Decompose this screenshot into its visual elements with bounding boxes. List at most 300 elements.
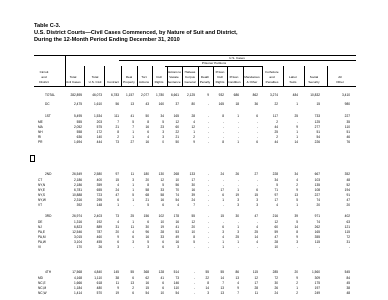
table-cell: 352	[344, 172, 350, 176]
table-cell: 16	[145, 140, 149, 144]
column-header-habeas-corpus: General	[184, 80, 196, 84]
column-header-death-penalty: Death	[200, 74, 210, 79]
table-cell: -	[256, 120, 258, 124]
table-cell: 10	[175, 178, 179, 182]
table-cell: 6	[256, 140, 258, 144]
table-cell: 10	[274, 245, 278, 249]
table-cell: 15	[254, 193, 258, 197]
table-cell: 1	[222, 240, 224, 244]
table-cell: 285	[272, 270, 278, 274]
table-cell: 2,316	[74, 198, 82, 202]
table-cell: 5	[162, 183, 164, 187]
table-cell: 1,157	[126, 93, 134, 97]
table-cell: 20	[316, 203, 320, 207]
table-subtitle: During the 12-Month Period Ending December 31, 2010	[34, 37, 180, 43]
table-cell: 50	[175, 140, 179, 144]
table-cell: 216	[272, 214, 278, 218]
table-cell: 8	[117, 130, 119, 134]
table-cell: 13	[130, 102, 134, 106]
table-cell: 4	[132, 230, 134, 234]
table-cell: 27	[254, 172, 258, 176]
table-cell: -	[207, 193, 209, 197]
table-cell: 71	[274, 188, 278, 192]
table-cell: 3	[177, 245, 179, 249]
table-cell: 1	[222, 245, 224, 249]
table-cell: 3	[207, 291, 209, 295]
column-header-forfeiture-penalties: Forfeiture	[265, 69, 279, 74]
column-header-motions-vacate: Sentence	[167, 80, 181, 84]
table-cell: 545	[344, 270, 350, 274]
table-cell: 1	[296, 130, 298, 134]
table-cell: -	[237, 245, 239, 249]
table-cell: 26	[235, 172, 239, 176]
table-cell: 12	[160, 178, 164, 182]
table-cell: 30	[235, 214, 239, 218]
column-header-total-civil: Civil Cases	[65, 80, 81, 84]
row-label: PA,E	[38, 230, 46, 234]
table-cell: 45	[346, 281, 350, 285]
table-cell: 50	[145, 114, 149, 118]
table-cell: 55	[191, 214, 195, 218]
table-cell: -	[256, 130, 258, 134]
table-cell: 25	[274, 130, 278, 134]
table-cell: 125	[314, 120, 320, 124]
column-header-prison-condition: Condition	[227, 80, 241, 84]
table-cell: 17,568	[72, 270, 82, 274]
column-header-labor-suits: Labor	[289, 74, 297, 79]
table-cell: 97	[274, 193, 278, 197]
table-cell: 13	[294, 193, 298, 197]
table-cell: -	[348, 245, 350, 249]
table-cell: 8	[222, 114, 224, 118]
row-label: NY,W	[38, 198, 46, 202]
table-cell: 249	[314, 291, 320, 295]
table-cell: 10,832	[310, 93, 320, 97]
table-cell: 165	[218, 102, 224, 106]
column-header-tort-actions: Tort	[141, 74, 147, 79]
table-cell: 4	[256, 240, 258, 244]
table-cell: 178	[173, 214, 179, 218]
table-cell: 165	[173, 114, 179, 118]
table-cell: 68	[145, 193, 149, 197]
row-label: 4TH	[45, 270, 52, 274]
row-label: NY,E	[38, 188, 46, 192]
table-cell: 20	[115, 230, 119, 234]
table-cell: 140	[96, 135, 102, 139]
table-cell: 36	[254, 102, 258, 106]
row-label: NC,M	[38, 286, 47, 290]
table-cell: 48	[346, 291, 350, 295]
table-cell: 111	[114, 114, 119, 118]
table-cell: 444	[96, 140, 102, 144]
row-label: NC,W	[38, 291, 47, 295]
prisoner-petitions-header: Prisoner Petitions	[201, 61, 227, 65]
column-divider	[283, 66, 284, 86]
table-cell: -	[222, 203, 224, 207]
table-cell: 20	[191, 225, 195, 229]
table-cell: 84	[346, 276, 350, 280]
table-cell: 3,274	[270, 93, 278, 97]
table-cell: 110	[173, 286, 179, 290]
column-header-motions-vacate: Vacate	[169, 74, 179, 79]
table-cell: 96	[145, 230, 149, 234]
table-cell: 733	[314, 114, 320, 118]
table-cell: -	[207, 114, 209, 118]
table-cell: 74	[316, 198, 320, 202]
table-cell: 12	[254, 276, 258, 280]
table-cell: 392	[76, 203, 82, 207]
table-cell: 13	[130, 281, 134, 285]
table-cell: 7	[193, 203, 195, 207]
table-cell: -	[207, 203, 209, 207]
table-cell: 9	[296, 188, 298, 192]
table-cell: 4	[193, 120, 195, 124]
table-cell: 9	[296, 235, 298, 239]
table-cell: 47	[254, 214, 258, 218]
column-header-all-other: All	[338, 74, 342, 79]
table-cell: -	[296, 245, 298, 249]
table-cell: 5	[132, 193, 134, 197]
table-cell: 56	[115, 102, 119, 106]
table-cell: 197	[314, 286, 320, 290]
column-divider	[104, 66, 105, 86]
table-title: U.S. District Courts—Civil Cases Commenced, by Nature of Suit and District,	[34, 30, 238, 36]
table-cell: 175	[314, 281, 320, 285]
table-cell: 25	[294, 114, 298, 118]
table-cell: 14	[254, 235, 258, 239]
column-header-all-other: Other	[336, 80, 344, 84]
table-cell: 35	[346, 120, 350, 124]
table-cell: 6	[256, 188, 258, 192]
table-cell: 6	[162, 240, 164, 244]
table-cell: 5	[147, 240, 149, 244]
table-cell: 5	[296, 198, 298, 202]
column-divider	[243, 66, 244, 86]
table-cell: 1	[132, 220, 134, 224]
table-cell: 1	[132, 188, 134, 192]
table-cell: 72	[274, 276, 278, 280]
table-cell: 3	[296, 240, 298, 244]
table-cell: 228	[272, 172, 278, 176]
table-cell: -	[237, 183, 239, 187]
table-cell: 41	[160, 276, 164, 280]
table-cell: 1	[222, 198, 224, 202]
table-cell: 8	[147, 183, 149, 187]
table-cell: -	[193, 291, 195, 295]
table-cell: 5	[276, 183, 278, 187]
row-label: PR	[38, 140, 43, 144]
table-cell: 16	[145, 235, 149, 239]
column-header-prison-civil-rights: Civil	[217, 74, 223, 79]
table-cell: -	[222, 130, 224, 134]
table-cell: 6,783	[111, 93, 119, 97]
table-cell: 28	[160, 230, 164, 234]
table-cell: 121	[344, 225, 350, 229]
table-cell: 76	[346, 140, 350, 144]
table-cell: 47	[346, 198, 350, 202]
table-cell: 226	[314, 140, 320, 144]
table-cell: 11	[254, 291, 258, 295]
column-header-motions-vacate: Motions to	[166, 69, 182, 74]
table-cell: 58	[160, 193, 164, 197]
table-cell: -	[207, 198, 209, 202]
table-cell: 4	[117, 183, 119, 187]
column-header-forfeiture-penalties: Penalties	[265, 80, 279, 84]
table-cell: -	[256, 125, 258, 129]
table-cell: 28	[274, 240, 278, 244]
table-cell: 1	[237, 140, 239, 144]
row-label: PA,W	[38, 240, 46, 244]
table-cell: 1,780	[156, 93, 164, 97]
table-cell: 16	[191, 188, 195, 192]
table-cell: 13	[220, 286, 224, 290]
column-header-circuit-district: and	[41, 74, 47, 79]
table-cell: 9	[296, 276, 298, 280]
table-number: Table C-3.	[34, 23, 61, 29]
table-cell: 1	[132, 135, 134, 139]
column-header-civil-rights: Civil	[156, 74, 162, 79]
table-cell: 21	[175, 135, 179, 139]
table-cell: 3	[237, 203, 239, 207]
table-cell: 108	[314, 188, 320, 192]
table-cell: 12	[274, 220, 278, 224]
row-label: DC	[45, 102, 50, 106]
table-cell: -	[207, 240, 209, 244]
table-cell: 1,184	[74, 286, 82, 290]
table-cell: 41	[175, 225, 179, 229]
table-cell: 24	[115, 188, 119, 192]
table-cell: 3	[237, 198, 239, 202]
table-cell: 1,610	[94, 102, 102, 106]
table-cell: 2,052	[74, 125, 82, 129]
row-label: 3RD	[45, 214, 52, 218]
table-cell: 13	[235, 276, 239, 280]
table-cell: 1,110	[94, 276, 102, 280]
table-cell: 9	[296, 125, 298, 129]
table-cell: 10	[160, 220, 164, 224]
table-cell: 3	[132, 178, 134, 182]
table-cell: 41	[130, 114, 134, 118]
table-cell: 17	[220, 188, 224, 192]
table-cell: 5	[132, 120, 134, 124]
table-cell: -	[207, 102, 209, 106]
table-cell: 49	[175, 235, 179, 239]
table-cell: 2	[296, 281, 298, 285]
table-cell: 128	[158, 270, 164, 274]
column-divider	[152, 66, 153, 86]
table-cell: 7	[222, 281, 224, 285]
row-label: VT	[38, 203, 43, 207]
table-cell: 3	[162, 135, 164, 139]
table-cell: 12	[175, 120, 179, 124]
table-cell: 110	[344, 125, 350, 129]
table-cell: -	[207, 235, 209, 239]
table-cell: 10	[191, 230, 195, 234]
table-cell: 31	[115, 225, 119, 229]
table-cell: 80	[191, 102, 195, 106]
column-header-prison-civil-rights: Prison	[215, 69, 225, 74]
table-cell: 227	[344, 114, 350, 118]
table-cell: 355	[314, 235, 320, 239]
row-label: ME	[38, 120, 43, 124]
table-cell: 34	[294, 172, 298, 176]
table-cell: 268	[173, 172, 179, 176]
table-cell: -	[207, 178, 209, 182]
table-cell: 980	[344, 102, 350, 106]
table-cell: 33	[160, 188, 164, 192]
table-cell: 555	[76, 120, 82, 124]
table-cell: 2,475	[74, 102, 82, 106]
table-cell: -	[207, 214, 209, 218]
table-cell: 295	[96, 198, 102, 202]
table-cell: 62	[145, 276, 149, 280]
table-cell: 3	[256, 198, 258, 202]
table-cell: 56	[175, 183, 179, 187]
column-header-tort-actions: Actions	[138, 80, 150, 84]
row-label: TOTAL	[45, 93, 55, 97]
table-cell: 2,186	[74, 183, 82, 187]
table-cell: 1	[296, 286, 298, 290]
table-cell: -	[193, 286, 195, 290]
table-cell: 17	[254, 281, 258, 285]
row-label: PA,M	[38, 235, 46, 239]
table-cell: 3	[222, 230, 224, 234]
table-cell: 4	[237, 281, 239, 285]
table-cell: 20	[145, 178, 149, 182]
table-cell: 6	[222, 193, 224, 197]
table-cell: -	[132, 203, 134, 207]
table-cell: 16	[175, 240, 179, 244]
table-cell: 19	[235, 193, 239, 197]
table-cell: 165	[314, 230, 320, 234]
table-cell: 0	[162, 140, 164, 144]
table-cell: 15	[115, 178, 119, 182]
table-cell: -	[256, 183, 258, 187]
table-cell: 787	[96, 230, 102, 234]
table-cell: 115	[344, 230, 350, 234]
table-cell: 11	[115, 281, 119, 285]
table-cell: 514	[173, 270, 179, 274]
table-cell: 74	[316, 220, 320, 224]
table-cell: 2,403	[94, 214, 102, 218]
table-cell: 25	[235, 235, 239, 239]
table-cell: 51	[316, 130, 320, 134]
table-cell: 194	[344, 188, 350, 192]
table-cell: 575	[96, 125, 102, 129]
table-cell: 170	[76, 245, 82, 249]
table-cell: 12,546	[72, 230, 82, 234]
table-cell: 368	[143, 270, 149, 274]
table-cell: 6	[162, 281, 164, 285]
table-cell: 7	[237, 291, 239, 295]
table-cell: 22	[274, 102, 278, 106]
table-cell: 16	[145, 281, 149, 285]
table-cell: 3,015	[74, 235, 82, 239]
table-cell: 15	[316, 102, 320, 106]
column-header-prison-condition: Prison	[229, 74, 239, 79]
table-cell: 22	[205, 276, 209, 280]
table-cell: -	[237, 220, 239, 224]
table-cell: -	[132, 245, 134, 249]
table-cell: -	[237, 135, 239, 139]
table-cell: 73	[115, 214, 119, 218]
table-cell: 33	[160, 235, 164, 239]
table-cell: 3	[256, 203, 258, 207]
table-cell: 2	[296, 291, 298, 295]
table-cell: 34	[160, 114, 164, 118]
table-cell: 1,694	[74, 140, 82, 144]
table-cell: 480	[96, 286, 102, 290]
table-cell: 6,823	[74, 225, 82, 229]
row-label: CT	[38, 178, 43, 182]
table-cell: 86	[235, 270, 239, 274]
table-cell: 4	[177, 203, 179, 207]
column-header-mandamus-other: Mandamus	[244, 74, 260, 79]
us-cases-rule	[119, 60, 356, 61]
column-divider	[304, 66, 305, 86]
column-header-contract: Contract	[107, 80, 119, 84]
column-divider	[327, 66, 328, 86]
table-cell: 1	[296, 102, 298, 106]
table-cell: 6	[162, 286, 164, 290]
table-cell: 9	[117, 235, 119, 239]
column-divider	[213, 66, 214, 86]
table-cell: 2,125	[187, 93, 195, 97]
table-cell: 156	[143, 214, 149, 218]
table-cell: -	[207, 172, 209, 176]
table-cell: 2,580	[94, 172, 102, 176]
table-cell: 59	[274, 230, 278, 234]
table-cell: 60	[274, 225, 278, 229]
table-cell: 359	[96, 183, 102, 187]
table-cell: 1,666	[74, 281, 82, 285]
table-cell: -	[256, 220, 258, 224]
table-cell: 6	[132, 291, 134, 295]
table-cell: -	[237, 130, 239, 134]
table-cell: 5	[296, 220, 298, 224]
table-cell: -	[193, 281, 195, 285]
table-cell: -	[237, 125, 239, 129]
table-cell: 1	[117, 203, 119, 207]
table-cell: 43	[145, 102, 149, 106]
table-cell: 686	[233, 93, 239, 97]
table-cell: 24	[191, 198, 195, 202]
column-header-total-us-civil: Total	[91, 74, 99, 79]
table-cell: 7	[132, 125, 134, 129]
row-label: MA	[38, 125, 43, 129]
table-cell: -	[222, 178, 224, 182]
table-cell: 14	[294, 225, 298, 229]
table-cell: 3	[147, 245, 149, 249]
table-cell: 282,895	[70, 93, 82, 97]
column-divider	[121, 66, 122, 86]
table-cell: 1	[296, 203, 298, 207]
table-cell: 73	[115, 140, 119, 144]
table-cell: 58	[145, 188, 149, 192]
table-cell: 6	[147, 220, 149, 224]
table-cell: 102	[158, 214, 164, 218]
row-label: RI	[38, 135, 42, 139]
table-cell: -	[318, 245, 320, 249]
table-cell: -	[193, 276, 195, 280]
table-cell: 70	[175, 188, 179, 192]
table-cell: 618	[96, 281, 102, 285]
column-header-habeas-corpus: Corpus	[185, 74, 195, 79]
table-cell: 23	[160, 125, 164, 129]
table-cell: 5,495	[74, 114, 82, 118]
table-cell: 26	[98, 245, 102, 249]
row-label: 1ST	[45, 114, 51, 118]
